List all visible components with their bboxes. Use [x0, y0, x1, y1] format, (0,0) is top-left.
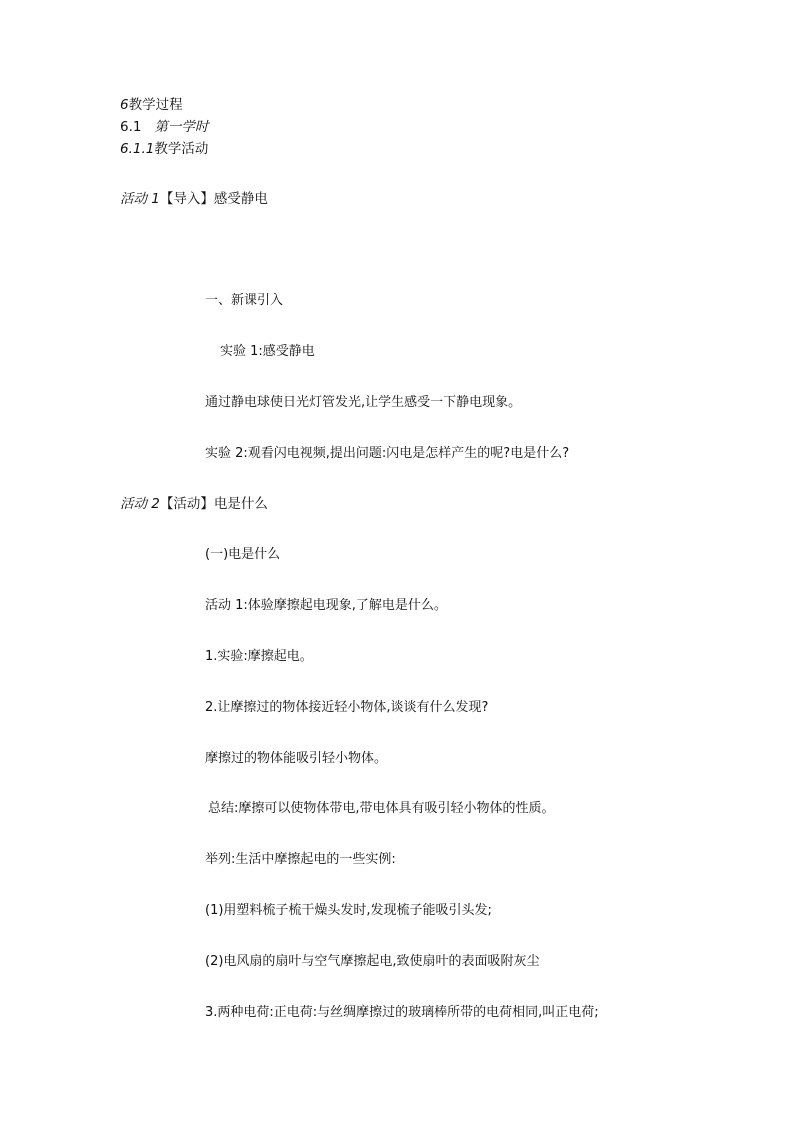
paragraph: 实验 1:感受静电 [220, 344, 315, 359]
paragraph: 一、新课引入 [205, 293, 284, 308]
activity-1-heading [120, 190, 268, 208]
paragraph: 实验 2:观看闪电视频,提出问题:闪电是怎样产生的呢?电是什么? [205, 446, 570, 461]
section-number: 6.1 [120, 119, 142, 135]
paragraph: 活动 1:体验摩擦起电现象,了解电是什么。 [205, 598, 447, 613]
section-title: 第一学时 [154, 119, 209, 135]
paragraph: (一)电是什么 [205, 547, 281, 562]
paragraph: 2.让摩擦过的物体接近轻小物体,谈谈有什么发现? [205, 700, 489, 715]
activity-2-title: 电是什么 [213, 496, 268, 512]
heading [120, 96, 183, 114]
paragraph: 3.两种电荷:正电荷:与丝绸摩擦过的玻璃棒所带的电荷相同,叫正电荷; [205, 1005, 599, 1020]
activity-2-tag: 【活动】 [159, 496, 214, 512]
subsection-number: 6.1.1 [120, 141, 155, 157]
activity-1-title: 感受静电 [213, 191, 268, 207]
paragraph: 举列:生活中摩擦起电的一些实例: [205, 852, 396, 867]
activity-2-heading [120, 495, 268, 513]
heading-title: 教学过程 [128, 97, 183, 113]
activity-2-prefix: 活动 2 [120, 496, 160, 512]
section-heading [120, 118, 208, 136]
subsection-heading [120, 140, 208, 158]
paragraph: 通过静电球使日光灯管发光,让学生感受一下静电现象。 [205, 395, 522, 410]
subsection-title: 教学活动 [154, 141, 209, 157]
paragraph: (2)电风扇的扇叶与空气摩擦起电,致使扇叶的表面吸附灰尘 [205, 954, 540, 969]
paragraph: 摩擦过的物体能吸引轻小物体。 [205, 751, 388, 766]
paragraph: 1.实验:摩擦起电。 [205, 649, 313, 664]
heading-number: 6 [120, 97, 129, 113]
paragraph: 总结:摩擦可以使物体带电,带电体具有吸引轻小物体的性质。 [208, 801, 555, 816]
paragraph: (1)用塑料梳子梳干燥头发时,发现梳子能吸引头发; [205, 903, 492, 918]
activity-1-tag: 【导入】 [159, 191, 214, 207]
activity-1-prefix: 活动 1 [120, 191, 160, 207]
